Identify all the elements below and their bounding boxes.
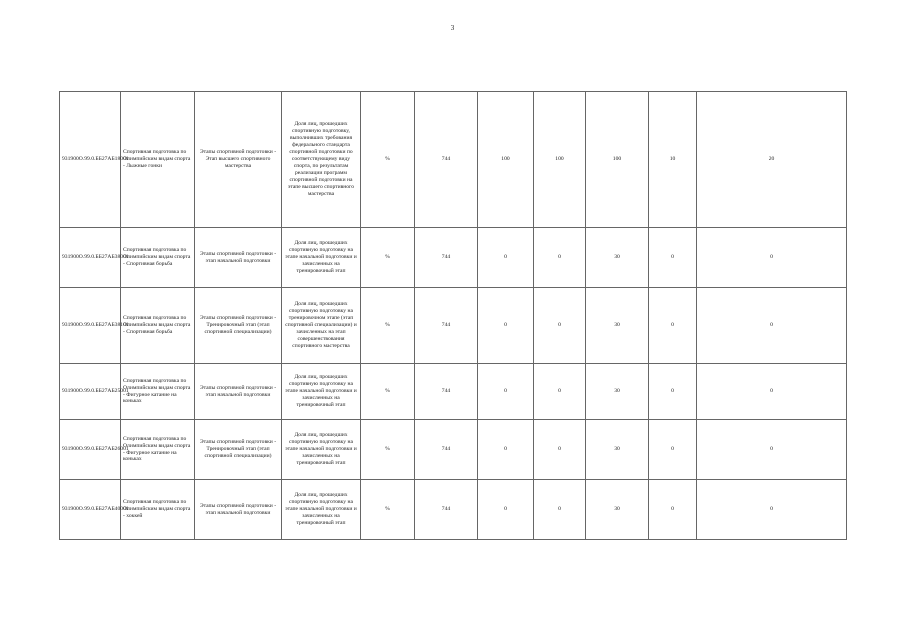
value-4: 0 <box>649 480 697 540</box>
value-3: 100 <box>586 92 649 228</box>
indicator-name: Доля лиц, прошедших спортивную подготовку на этапе начальной подготовки и зачисленных на тренировочный этап <box>282 364 361 420</box>
indicator-name: Доля лиц, прошедших спортивную подготовку на этапе начальной подготовки и зачисленных на тренировочный этап <box>282 420 361 480</box>
unit-of-measure: % <box>361 228 415 288</box>
table-row <box>60 92 847 228</box>
row-code: 931900О.99.0.ББ27АБ25001 <box>60 364 121 420</box>
page-number: 3 <box>450 24 455 32</box>
value-2: 0 <box>534 288 586 364</box>
okei-code: 744 <box>415 364 478 420</box>
stage-name: Этапы спортивной подготовки - Тренировочный этап (этап спортивной специализации) <box>195 288 282 364</box>
value-1: 0 <box>478 480 534 540</box>
value-3: 30 <box>586 420 649 480</box>
unit-of-measure: % <box>361 364 415 420</box>
value-3: 30 <box>586 480 649 540</box>
value-1: 0 <box>478 288 534 364</box>
indicator-name: Доля лиц, прошедших спортивную подготовку, выполнивших требования федерального стандарта спортивной подготовки по соответствующему виду спорта, по результатам реализации программ спортивной подготовки на этапе высшего спортивного мастерства <box>282 92 361 228</box>
value-2: 0 <box>534 480 586 540</box>
value-4: 0 <box>649 288 697 364</box>
value-2: 0 <box>534 228 586 288</box>
value-1: 0 <box>478 364 534 420</box>
unit-of-measure: % <box>361 288 415 364</box>
value-4: 0 <box>649 420 697 480</box>
value-1: 0 <box>478 420 534 480</box>
service-name: Спортивная подготовка по Олимпийским видам спорта - Фигурное катание на коньках <box>121 364 195 420</box>
okei-code: 744 <box>415 480 478 540</box>
row-code: 931900О.99.0.ББ27АБ18001 <box>60 92 121 228</box>
value-5: 0 <box>697 228 847 288</box>
table-body <box>60 92 847 540</box>
value-4: 0 <box>649 228 697 288</box>
okei-code: 744 <box>415 228 478 288</box>
value-5: 0 <box>697 420 847 480</box>
value-1: 100 <box>478 92 534 228</box>
unit-of-measure: % <box>361 92 415 228</box>
table-row <box>60 480 847 540</box>
service-name: Спортивная подготовка по Олимпийским видам спорта - Спортивная борьба <box>121 288 195 364</box>
row-code: 931900О.99.0.ББ27АБ38101 <box>60 288 121 364</box>
indicator-name: Доля лиц, прошедших спортивную подготовку на этапе начальной подготовки и зачисленных на тренировочный этап <box>282 480 361 540</box>
value-3: 30 <box>586 228 649 288</box>
table-row <box>60 364 847 420</box>
value-5: 20 <box>697 92 847 228</box>
indicator-name: Доля лиц, прошедших спортивную подготовку на тренировочном этапе (этап спортивной специализации) и зачисленных на этап совершенствования спортивного мастерства <box>282 288 361 364</box>
stage-name: Этапы спортивной подготовки - Тренировочный этап (этап спортивной специализации) <box>195 420 282 480</box>
value-3: 30 <box>586 288 649 364</box>
indicator-name: Доля лиц, прошедших спортивную подготовку на этапе начальной подготовки и зачисленных на тренировочный этап <box>282 228 361 288</box>
service-name: Спортивная подготовка по Олимпийским видам спорта - Фигурное катание на коньках <box>121 420 195 480</box>
table-row <box>60 228 847 288</box>
okei-code: 744 <box>415 92 478 228</box>
okei-code: 744 <box>415 420 478 480</box>
table-row <box>60 288 847 364</box>
indicators-table <box>59 91 847 540</box>
row-code: 931900О.99.0.ББ27АБ26001 <box>60 420 121 480</box>
table-row <box>60 420 847 480</box>
service-name: Спортивная подготовка по Олимпийским видам спорта - Лыжные гонки <box>121 92 195 228</box>
stage-name: Этапы спортивной подготовки - Этап высшего спортивного мастерства <box>195 92 282 228</box>
unit-of-measure: % <box>361 420 415 480</box>
value-3: 30 <box>586 364 649 420</box>
service-name: Спортивная подготовка по Олимпийским видам спорта - хоккей <box>121 480 195 540</box>
value-5: 0 <box>697 480 847 540</box>
row-code: 931900О.99.0.ББ27АБ38001 <box>60 228 121 288</box>
stage-name: Этапы спортивной подготовки - этап начальной подготовки <box>195 480 282 540</box>
value-2: 0 <box>534 420 586 480</box>
service-name: Спортивная подготовка по Олимпийским видам спорта - Спортивная борьба <box>121 228 195 288</box>
value-5: 0 <box>697 364 847 420</box>
value-1: 0 <box>478 228 534 288</box>
value-2: 100 <box>534 92 586 228</box>
value-4: 10 <box>649 92 697 228</box>
stage-name: Этапы спортивной подготовки - этап начальной подготовки <box>195 364 282 420</box>
value-5: 0 <box>697 288 847 364</box>
value-2: 0 <box>534 364 586 420</box>
unit-of-measure: % <box>361 480 415 540</box>
stage-name: Этапы спортивной подготовки - этап начальной подготовки <box>195 228 282 288</box>
okei-code: 744 <box>415 288 478 364</box>
value-4: 0 <box>649 364 697 420</box>
row-code: 931900О.99.0.ББ27АБ40001 <box>60 480 121 540</box>
